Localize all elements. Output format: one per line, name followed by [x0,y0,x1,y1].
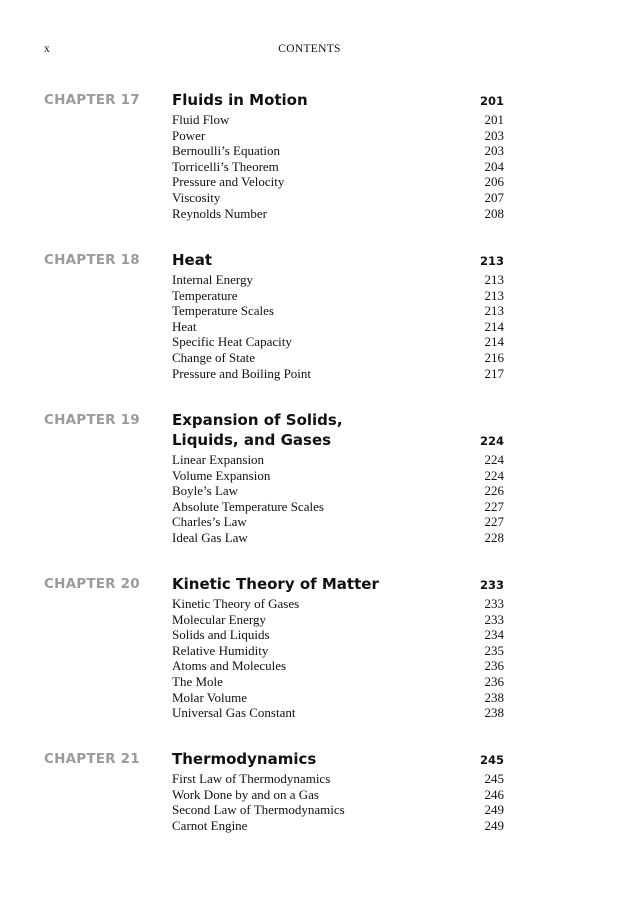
section-page: 207 [484,189,504,205]
section-entry[interactable] [172,206,504,222]
chapter-title[interactable]: Fluids in Motion [172,91,308,109]
section-page: 201 [484,112,504,127]
section-entry[interactable] [172,319,504,335]
section-title: Power [172,127,206,143]
section-entry[interactable] [172,468,504,484]
section-page: 235 [484,642,504,658]
section-page: 236 [484,658,504,674]
section-title: Temperature [172,287,238,303]
section-title: Bernoulli’s Equation [172,143,280,159]
section-title: Torricelli’s Theorem [172,158,279,174]
section-title: Solids and Liquids [172,627,270,643]
chapter-page: 245 [479,753,504,767]
section-entry[interactable] [172,350,504,366]
section-entry[interactable] [172,334,504,350]
chapter-label: CHAPTER 19 [44,412,140,428]
section-page: 203 [484,127,504,143]
section-page: 224 [484,452,504,467]
section-entry[interactable] [172,612,504,628]
section-page: 246 [484,786,504,802]
section-entry[interactable] [172,159,504,175]
section-title: Absolute Temperature Scales [172,498,324,514]
section-entry[interactable] [172,690,504,706]
section-page: 249 [484,817,504,833]
section-title: Relative Humidity [172,642,269,658]
section-entry[interactable] [172,143,504,159]
section-page: 206 [484,174,504,190]
section-entry[interactable] [172,530,504,546]
section-title: Atoms and Molecules [172,658,287,674]
chapter-label: CHAPTER 21 [44,751,140,767]
section-entry[interactable] [172,128,504,144]
section-entry[interactable] [172,452,504,468]
section-page: 236 [484,673,504,689]
section-title: Fluid Flow [172,112,230,127]
section-title: Ideal Gas Law [172,529,248,545]
section-page: 213 [484,287,504,303]
section-title: Carnot Engine [172,817,248,833]
section-page: 238 [484,689,504,705]
section-page: 213 [484,272,504,287]
section-page: 203 [484,143,504,159]
section-list [172,596,504,721]
section-page: 228 [484,529,504,545]
chapter-title[interactable]: Expansion of Solids, Liquids, and Gases [172,411,343,449]
section-entry[interactable] [172,366,504,382]
section-entry[interactable] [172,112,504,128]
chapter-page: 224 [479,434,504,448]
chapter-page: 213 [479,254,504,268]
section-page: 233 [484,611,504,627]
section-entry[interactable] [172,674,504,690]
section-entry[interactable] [172,658,504,674]
section-entry[interactable] [172,787,504,803]
section-entry[interactable] [172,272,504,288]
section-title: Second Law of Thermodynamics [172,802,345,818]
section-entry[interactable] [172,288,504,304]
section-list [172,452,504,546]
section-list [172,272,504,381]
section-title: First Law of Thermodynamics [172,771,331,786]
section-entry[interactable] [172,802,504,818]
section-title: Charles’s Law [172,514,247,530]
section-page: 233 [484,596,504,611]
section-page: 216 [484,349,504,365]
section-page: 227 [484,514,504,530]
section-page: 204 [484,158,504,174]
section-title: Pressure and Boiling Point [172,365,312,381]
section-entry[interactable] [172,514,504,530]
section-entry[interactable] [172,818,504,834]
section-page: 224 [484,467,504,483]
chapter-label: CHAPTER 20 [44,576,140,592]
section-title: Specific Heat Capacity [172,334,292,350]
section-entry[interactable] [172,627,504,643]
section-title: Work Done by and on a Gas [172,786,319,802]
section-title: Molecular Energy [172,611,266,627]
running-header: CONTENTS [278,43,341,55]
section-title: Reynolds Number [172,205,267,221]
section-entry[interactable] [172,303,504,319]
section-title: Linear Expansion [172,452,265,467]
section-page: 214 [484,334,504,350]
section-title: Universal Gas Constant [172,705,296,721]
section-page: 213 [484,303,504,319]
section-entry[interactable] [172,596,504,612]
chapter-page: 201 [479,94,504,108]
section-page: 217 [484,365,504,381]
section-title: Internal Energy [172,272,253,287]
section-list [172,771,504,833]
section-entry[interactable] [172,705,504,721]
section-entry[interactable] [172,643,504,659]
section-title: Temperature Scales [172,303,274,319]
section-page: 208 [484,205,504,221]
chapter-label: CHAPTER 18 [44,252,140,268]
section-page: 227 [484,498,504,514]
section-title: Molar Volume [172,689,247,705]
section-page: 249 [484,802,504,818]
chapter-title[interactable]: Kinetic Theory of Matter [172,575,379,593]
section-entry[interactable] [172,174,504,190]
section-title: Volume Expansion [172,467,271,483]
section-page: 214 [484,318,504,334]
section-title: The Mole [172,673,223,689]
section-page: 234 [484,627,504,643]
section-entry[interactable] [172,190,504,206]
section-page: 226 [484,483,504,499]
chapter-label: CHAPTER 17 [44,92,140,108]
section-entry[interactable] [172,483,504,499]
section-title: Viscosity [172,189,221,205]
chapter-title[interactable]: Heat [172,251,213,269]
section-page: 245 [484,771,504,786]
chapter-page: 233 [479,578,504,592]
section-page: 238 [484,705,504,721]
section-entry[interactable] [172,499,504,515]
section-title: Boyle’s Law [172,483,239,499]
section-title: Kinetic Theory of Gases [172,596,300,611]
chapter-title[interactable]: Thermodynamics [172,750,317,768]
section-title: Change of State [172,349,256,365]
page-folio: x [44,43,50,55]
section-list [172,112,504,221]
section-entry[interactable] [172,771,504,787]
section-title: Heat [172,318,197,334]
section-title: Pressure and Velocity [172,174,285,190]
